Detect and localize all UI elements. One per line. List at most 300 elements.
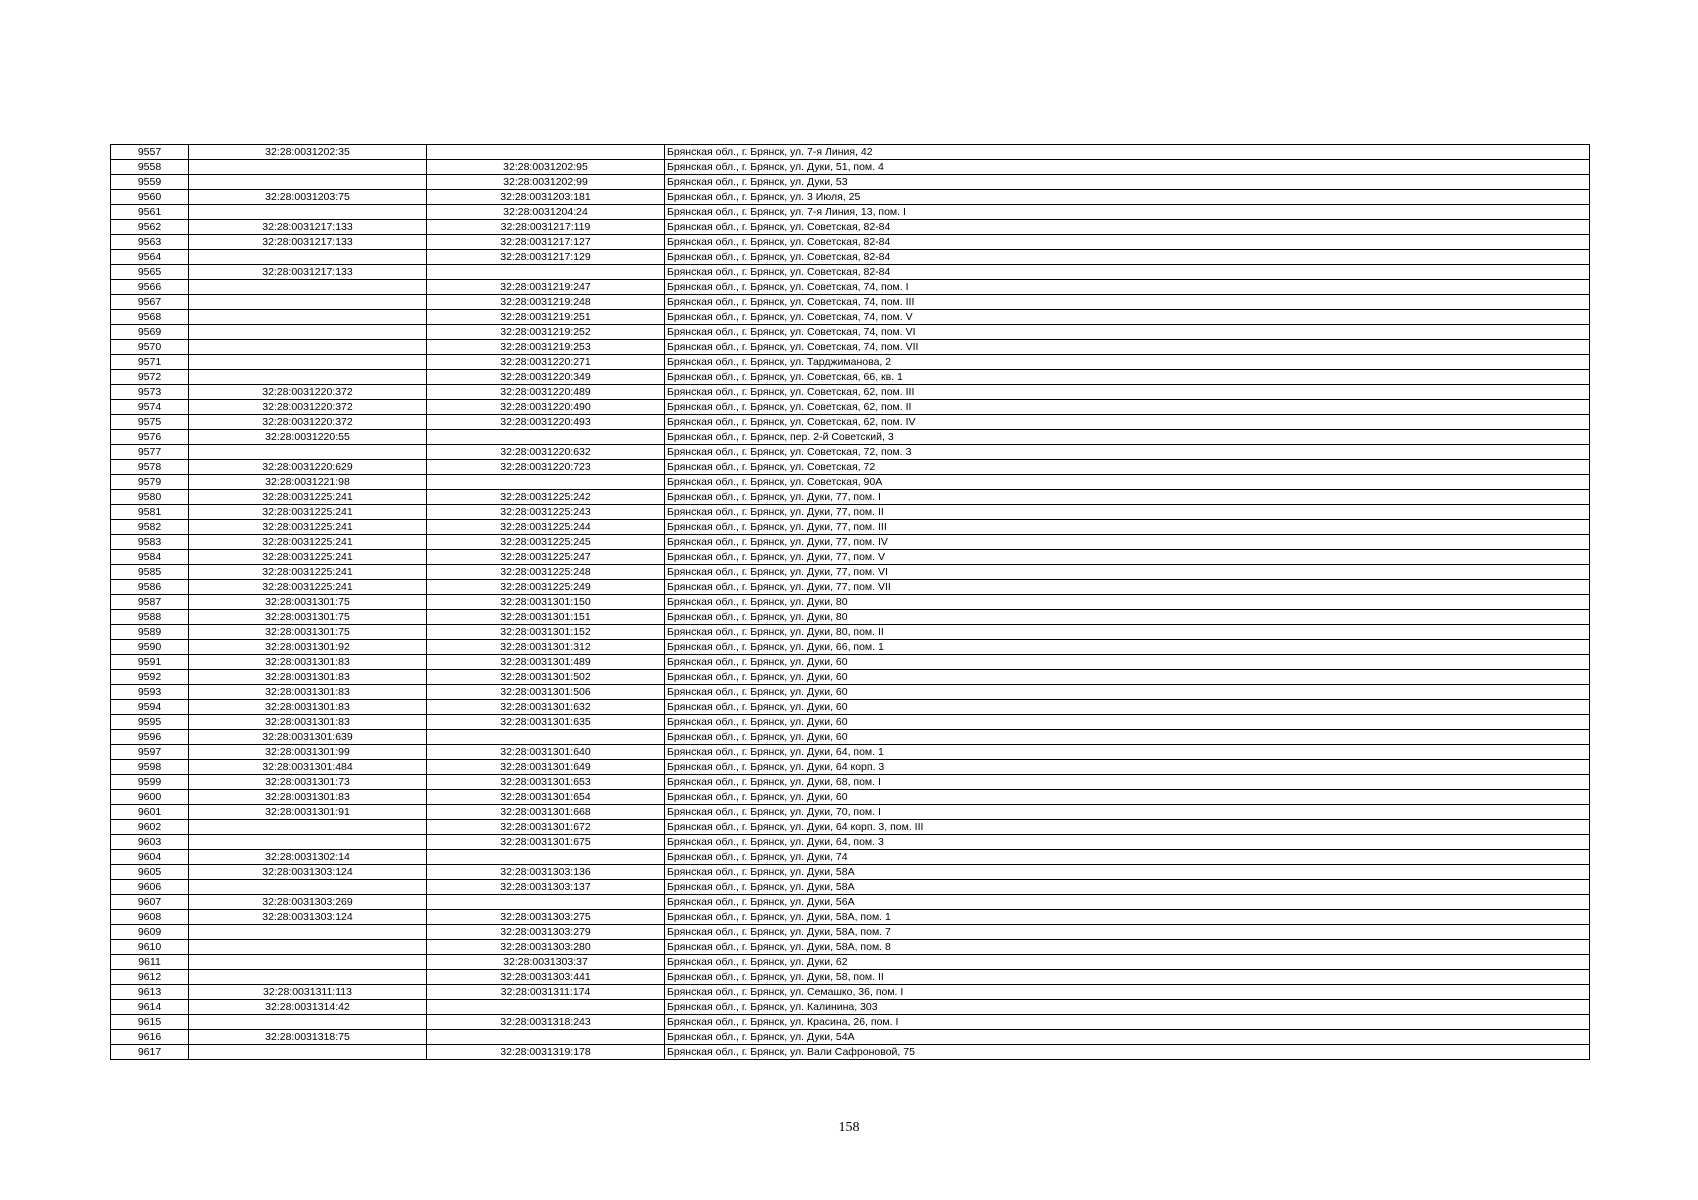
building-cadastral-number-cell: 32:28:0031220:490 bbox=[427, 400, 665, 415]
address-cell: Брянская обл., г. Брянск, ул. Дуки, 60 bbox=[665, 730, 1590, 745]
address-cell: Брянская обл., г. Брянск, ул. Советская, 74, пом. VII bbox=[665, 340, 1590, 355]
address-cell: Брянская обл., г. Брянск, ул. Дуки, 77, пом. II bbox=[665, 505, 1590, 520]
address-cell: Брянская обл., г. Брянск, ул. Дуки, 80 bbox=[665, 595, 1590, 610]
land-cadastral-number-cell bbox=[189, 325, 427, 340]
address-cell: Брянская обл., г. Брянск, ул. Семашко, 36, пом. I bbox=[665, 985, 1590, 1000]
row-number-cell: 9588 bbox=[111, 610, 189, 625]
building-cadastral-number-cell: 32:28:0031301:151 bbox=[427, 610, 665, 625]
table-row bbox=[111, 430, 1590, 445]
table-row bbox=[111, 235, 1590, 250]
address-cell: Брянская обл., г. Брянск, ул. Советская, 90А bbox=[665, 475, 1590, 490]
table-row bbox=[111, 250, 1590, 265]
land-cadastral-number-cell bbox=[189, 175, 427, 190]
table-row bbox=[111, 925, 1590, 940]
table-row bbox=[111, 385, 1590, 400]
table-row bbox=[111, 280, 1590, 295]
table-row bbox=[111, 160, 1590, 175]
address-cell: Брянская обл., г. Брянск, ул. Советская, 72 bbox=[665, 460, 1590, 475]
row-number-cell: 9613 bbox=[111, 985, 189, 1000]
land-cadastral-number-cell bbox=[189, 250, 427, 265]
table-row bbox=[111, 940, 1590, 955]
table-row bbox=[111, 505, 1590, 520]
building-cadastral-number-cell: 32:28:0031225:243 bbox=[427, 505, 665, 520]
table-row bbox=[111, 790, 1590, 805]
row-number-cell: 9572 bbox=[111, 370, 189, 385]
table-row bbox=[111, 760, 1590, 775]
land-cadastral-number-cell: 32:28:0031225:241 bbox=[189, 565, 427, 580]
row-number-cell: 9558 bbox=[111, 160, 189, 175]
building-cadastral-number-cell: 32:28:0031301:489 bbox=[427, 655, 665, 670]
row-number-cell: 9567 bbox=[111, 295, 189, 310]
address-cell: Брянская обл., г. Брянск, ул. Советская, 62, пом. III bbox=[665, 385, 1590, 400]
row-number-cell: 9574 bbox=[111, 400, 189, 415]
land-cadastral-number-cell: 32:28:0031220:629 bbox=[189, 460, 427, 475]
address-cell: Брянская обл., г. Брянск, ул. Дуки, 77, пом. IV bbox=[665, 535, 1590, 550]
building-cadastral-number-cell: 32:28:0031225:247 bbox=[427, 550, 665, 565]
address-cell: Брянская обл., г. Брянск, ул. Дуки, 64 корп. 3, пом. III bbox=[665, 820, 1590, 835]
land-cadastral-number-cell: 32:28:0031225:241 bbox=[189, 505, 427, 520]
building-cadastral-number-cell: 32:28:0031225:248 bbox=[427, 565, 665, 580]
row-number-cell: 9576 bbox=[111, 430, 189, 445]
building-cadastral-number-cell: 32:28:0031303:280 bbox=[427, 940, 665, 955]
row-number-cell: 9596 bbox=[111, 730, 189, 745]
address-cell: Брянская обл., г. Брянск, ул. Дуки, 74 bbox=[665, 850, 1590, 865]
building-cadastral-number-cell: 32:28:0031220:271 bbox=[427, 355, 665, 370]
table-row bbox=[111, 640, 1590, 655]
building-cadastral-number-cell: 32:28:0031202:95 bbox=[427, 160, 665, 175]
land-cadastral-number-cell: 32:28:0031217:133 bbox=[189, 220, 427, 235]
address-cell: Брянская обл., г. Брянск, ул. Советская, 82-84 bbox=[665, 220, 1590, 235]
row-number-cell: 9562 bbox=[111, 220, 189, 235]
table-row bbox=[111, 205, 1590, 220]
address-cell: Брянская обл., г. Брянск, ул. Дуки, 70, пом. I bbox=[665, 805, 1590, 820]
row-number-cell: 9578 bbox=[111, 460, 189, 475]
row-number-cell: 9608 bbox=[111, 910, 189, 925]
land-cadastral-number-cell: 32:28:0031203:75 bbox=[189, 190, 427, 205]
table-row bbox=[111, 265, 1590, 280]
row-number-cell: 9579 bbox=[111, 475, 189, 490]
table-row bbox=[111, 985, 1590, 1000]
land-cadastral-number-cell bbox=[189, 880, 427, 895]
row-number-cell: 9589 bbox=[111, 625, 189, 640]
land-cadastral-number-cell: 32:28:0031225:241 bbox=[189, 535, 427, 550]
land-cadastral-number-cell: 32:28:0031301:73 bbox=[189, 775, 427, 790]
address-cell: Брянская обл., г. Брянск, ул. Советская, 82-84 bbox=[665, 235, 1590, 250]
address-cell: Брянская обл., г. Брянск, ул. Дуки, 51, пом. 4 bbox=[665, 160, 1590, 175]
land-cadastral-number-cell bbox=[189, 1015, 427, 1030]
land-cadastral-number-cell: 32:28:0031302:14 bbox=[189, 850, 427, 865]
row-number-cell: 9591 bbox=[111, 655, 189, 670]
page-number: 158 bbox=[838, 1120, 860, 1135]
table-row bbox=[111, 190, 1590, 205]
building-cadastral-number-cell: 32:28:0031225:244 bbox=[427, 520, 665, 535]
row-number-cell: 9560 bbox=[111, 190, 189, 205]
land-cadastral-number-cell: 32:28:0031301:83 bbox=[189, 685, 427, 700]
table-row bbox=[111, 610, 1590, 625]
land-cadastral-number-cell: 32:28:0031303:269 bbox=[189, 895, 427, 910]
row-number-cell: 9603 bbox=[111, 835, 189, 850]
row-number-cell: 9610 bbox=[111, 940, 189, 955]
land-cadastral-number-cell: 32:28:0031220:372 bbox=[189, 400, 427, 415]
table-row bbox=[111, 595, 1590, 610]
address-cell: Брянская обл., г. Брянск, ул. Дуки, 64, пом. 1 bbox=[665, 745, 1590, 760]
land-cadastral-number-cell bbox=[189, 205, 427, 220]
land-cadastral-number-cell bbox=[189, 370, 427, 385]
land-cadastral-number-cell bbox=[189, 355, 427, 370]
table-row bbox=[111, 700, 1590, 715]
building-cadastral-number-cell: 32:28:0031303:136 bbox=[427, 865, 665, 880]
address-cell: Брянская обл., г. Брянск, ул. Красина, 26, пом. I bbox=[665, 1015, 1590, 1030]
row-number-cell: 9609 bbox=[111, 925, 189, 940]
address-cell: Брянская обл., г. Брянск, ул. Дуки, 58А bbox=[665, 880, 1590, 895]
building-cadastral-number-cell: 32:28:0031301:150 bbox=[427, 595, 665, 610]
address-cell: Брянская обл., г. Брянск, ул. 7-я Линия, 42 bbox=[665, 145, 1590, 160]
building-cadastral-number-cell: 32:28:0031301:640 bbox=[427, 745, 665, 760]
table-row bbox=[111, 970, 1590, 985]
land-cadastral-number-cell: 32:28:0031301:83 bbox=[189, 790, 427, 805]
table-row bbox=[111, 895, 1590, 910]
building-cadastral-number-cell: 32:28:0031301:502 bbox=[427, 670, 665, 685]
row-number-cell: 9601 bbox=[111, 805, 189, 820]
row-number-cell: 9611 bbox=[111, 955, 189, 970]
table-row bbox=[111, 580, 1590, 595]
records-table-body bbox=[111, 145, 1590, 1060]
land-cadastral-number-cell bbox=[189, 820, 427, 835]
address-cell: Брянская обл., г. Брянск, ул. Дуки, 77, пом. VII bbox=[665, 580, 1590, 595]
land-cadastral-number-cell: 32:28:0031220:55 bbox=[189, 430, 427, 445]
land-cadastral-number-cell: 32:28:0031202:35 bbox=[189, 145, 427, 160]
row-number-cell: 9565 bbox=[111, 265, 189, 280]
land-cadastral-number-cell: 32:28:0031301:91 bbox=[189, 805, 427, 820]
land-cadastral-number-cell bbox=[189, 160, 427, 175]
address-cell: Брянская обл., г. Брянск, ул. Дуки, 80 bbox=[665, 610, 1590, 625]
building-cadastral-number-cell: 32:28:0031220:632 bbox=[427, 445, 665, 460]
row-number-cell: 9561 bbox=[111, 205, 189, 220]
row-number-cell: 9606 bbox=[111, 880, 189, 895]
building-cadastral-number-cell: 32:28:0031220:493 bbox=[427, 415, 665, 430]
address-cell: Брянская обл., г. Брянск, ул. Дуки, 60 bbox=[665, 715, 1590, 730]
table-row bbox=[111, 370, 1590, 385]
address-cell: Брянская обл., г. Брянск, ул. Дуки, 77, пом. VI bbox=[665, 565, 1590, 580]
address-cell: Брянская обл., г. Брянск, ул. Советская, 62, пом. IV bbox=[665, 415, 1590, 430]
building-cadastral-number-cell: 32:28:0031202:99 bbox=[427, 175, 665, 190]
building-cadastral-number-cell: 32:28:0031301:649 bbox=[427, 760, 665, 775]
row-number-cell: 9573 bbox=[111, 385, 189, 400]
land-cadastral-number-cell: 32:28:0031221:98 bbox=[189, 475, 427, 490]
table-row bbox=[111, 535, 1590, 550]
address-cell: Брянская обл., г. Брянск, ул. Советская, 62, пом. II bbox=[665, 400, 1590, 415]
building-cadastral-number-cell bbox=[427, 1000, 665, 1015]
land-cadastral-number-cell: 32:28:0031301:99 bbox=[189, 745, 427, 760]
row-number-cell: 9614 bbox=[111, 1000, 189, 1015]
address-cell: Брянская обл., г. Брянск, ул. Дуки, 58А, пом. 1 bbox=[665, 910, 1590, 925]
row-number-cell: 9585 bbox=[111, 565, 189, 580]
building-cadastral-number-cell bbox=[427, 265, 665, 280]
building-cadastral-number-cell: 32:28:0031219:251 bbox=[427, 310, 665, 325]
building-cadastral-number-cell: 32:28:0031225:245 bbox=[427, 535, 665, 550]
address-cell: Брянская обл., г. Брянск, ул. Дуки, 64 корп. 3 bbox=[665, 760, 1590, 775]
row-number-cell: 9586 bbox=[111, 580, 189, 595]
building-cadastral-number-cell: 32:28:0031204:24 bbox=[427, 205, 665, 220]
table-row bbox=[111, 745, 1590, 760]
land-cadastral-number-cell: 32:28:0031311:113 bbox=[189, 985, 427, 1000]
table-row bbox=[111, 220, 1590, 235]
row-number-cell: 9612 bbox=[111, 970, 189, 985]
address-cell: Брянская обл., г. Брянск, ул. Дуки, 77, пом. III bbox=[665, 520, 1590, 535]
row-number-cell: 9599 bbox=[111, 775, 189, 790]
address-cell: Брянская обл., г. Брянск, ул. Советская, 74, пом. V bbox=[665, 310, 1590, 325]
building-cadastral-number-cell: 32:28:0031301:632 bbox=[427, 700, 665, 715]
land-cadastral-number-cell bbox=[189, 280, 427, 295]
land-cadastral-number-cell bbox=[189, 940, 427, 955]
table-row bbox=[111, 775, 1590, 790]
land-cadastral-number-cell: 32:28:0031217:133 bbox=[189, 265, 427, 280]
building-cadastral-number-cell: 32:28:0031301:312 bbox=[427, 640, 665, 655]
building-cadastral-number-cell: 32:28:0031303:279 bbox=[427, 925, 665, 940]
building-cadastral-number-cell: 32:28:0031220:723 bbox=[427, 460, 665, 475]
building-cadastral-number-cell bbox=[427, 895, 665, 910]
address-cell: Брянская обл., г. Брянск, ул. Калинина, 303 bbox=[665, 1000, 1590, 1015]
address-cell: Брянская обл., г. Брянск, ул. Дуки, 58, пом. II bbox=[665, 970, 1590, 985]
address-cell: Брянская обл., г. Брянск, ул. Дуки, 80, пом. II bbox=[665, 625, 1590, 640]
building-cadastral-number-cell bbox=[427, 145, 665, 160]
building-cadastral-number-cell: 32:28:0031219:248 bbox=[427, 295, 665, 310]
table-row bbox=[111, 1045, 1590, 1060]
address-cell: Брянская обл., г. Брянск, ул. Советская, 82-84 bbox=[665, 250, 1590, 265]
table-row bbox=[111, 355, 1590, 370]
table-row bbox=[111, 445, 1590, 460]
land-cadastral-number-cell: 32:28:0031318:75 bbox=[189, 1030, 427, 1045]
address-cell: Брянская обл., г. Брянск, ул. Дуки, 60 bbox=[665, 790, 1590, 805]
row-number-cell: 9563 bbox=[111, 235, 189, 250]
address-cell: Брянская обл., г. Брянск, ул. Дуки, 68, пом. I bbox=[665, 775, 1590, 790]
land-cadastral-number-cell: 32:28:0031303:124 bbox=[189, 865, 427, 880]
row-number-cell: 9581 bbox=[111, 505, 189, 520]
land-cadastral-number-cell: 32:28:0031301:75 bbox=[189, 625, 427, 640]
land-cadastral-number-cell: 32:28:0031301:92 bbox=[189, 640, 427, 655]
address-cell: Брянская обл., г. Брянск, ул. Дуки, 60 bbox=[665, 670, 1590, 685]
building-cadastral-number-cell: 32:28:0031217:119 bbox=[427, 220, 665, 235]
row-number-cell: 9600 bbox=[111, 790, 189, 805]
row-number-cell: 9617 bbox=[111, 1045, 189, 1060]
building-cadastral-number-cell: 32:28:0031301:635 bbox=[427, 715, 665, 730]
land-cadastral-number-cell bbox=[189, 955, 427, 970]
row-number-cell: 9587 bbox=[111, 595, 189, 610]
building-cadastral-number-cell: 32:28:0031301:675 bbox=[427, 835, 665, 850]
land-cadastral-number-cell: 32:28:0031301:83 bbox=[189, 655, 427, 670]
building-cadastral-number-cell: 32:28:0031303:441 bbox=[427, 970, 665, 985]
address-cell: Брянская обл., г. Брянск, ул. Дуки, 58А, пом. 7 bbox=[665, 925, 1590, 940]
land-cadastral-number-cell: 32:28:0031301:639 bbox=[189, 730, 427, 745]
table-row bbox=[111, 490, 1590, 505]
row-number-cell: 9580 bbox=[111, 490, 189, 505]
address-cell: Брянская обл., г. Брянск, ул. Дуки, 58А, пом. 8 bbox=[665, 940, 1590, 955]
land-cadastral-number-cell: 32:28:0031301:83 bbox=[189, 670, 427, 685]
address-cell: Брянская обл., г. Брянск, ул. Советская, 74, пом. VI bbox=[665, 325, 1590, 340]
table-row bbox=[111, 880, 1590, 895]
row-number-cell: 9602 bbox=[111, 820, 189, 835]
table-row bbox=[111, 520, 1590, 535]
address-cell: Брянская обл., г. Брянск, ул. Дуки, 54А bbox=[665, 1030, 1590, 1045]
table-row bbox=[111, 295, 1590, 310]
table-row bbox=[111, 1000, 1590, 1015]
address-cell: Брянская обл., г. Брянск, ул. Советская, 72, пом. 3 bbox=[665, 445, 1590, 460]
address-cell: Брянская обл., г. Брянск, ул. Советская, 74, пом. III bbox=[665, 295, 1590, 310]
row-number-cell: 9616 bbox=[111, 1030, 189, 1045]
building-cadastral-number-cell: 32:28:0031301:506 bbox=[427, 685, 665, 700]
address-cell: Брянская обл., г. Брянск, ул. Вали Сафроновой, 75 bbox=[665, 1045, 1590, 1060]
row-number-cell: 9594 bbox=[111, 700, 189, 715]
land-cadastral-number-cell: 32:28:0031301:83 bbox=[189, 715, 427, 730]
address-cell: Брянская обл., г. Брянск, ул. Советская, 66, кв. 1 bbox=[665, 370, 1590, 385]
table-row bbox=[111, 730, 1590, 745]
address-cell: Брянская обл., г. Брянск, ул. 7-я Линия, 13, пом. I bbox=[665, 205, 1590, 220]
row-number-cell: 9598 bbox=[111, 760, 189, 775]
table-row bbox=[111, 685, 1590, 700]
row-number-cell: 9604 bbox=[111, 850, 189, 865]
address-cell: Брянская обл., г. Брянск, ул. Дуки, 60 bbox=[665, 685, 1590, 700]
land-cadastral-number-cell bbox=[189, 925, 427, 940]
land-cadastral-number-cell bbox=[189, 970, 427, 985]
land-cadastral-number-cell: 32:28:0031220:372 bbox=[189, 385, 427, 400]
table-row bbox=[111, 865, 1590, 880]
table-row bbox=[111, 805, 1590, 820]
row-number-cell: 9564 bbox=[111, 250, 189, 265]
building-cadastral-number-cell: 32:28:0031303:137 bbox=[427, 880, 665, 895]
table-row bbox=[111, 565, 1590, 580]
table-row bbox=[111, 625, 1590, 640]
table-row bbox=[111, 415, 1590, 430]
land-cadastral-number-cell bbox=[189, 340, 427, 355]
row-number-cell: 9569 bbox=[111, 325, 189, 340]
table-row bbox=[111, 475, 1590, 490]
table-row bbox=[111, 655, 1590, 670]
building-cadastral-number-cell: 32:28:0031217:127 bbox=[427, 235, 665, 250]
land-cadastral-number-cell bbox=[189, 445, 427, 460]
address-cell: Брянская обл., г. Брянск, ул. Дуки, 58А bbox=[665, 865, 1590, 880]
row-number-cell: 9593 bbox=[111, 685, 189, 700]
building-cadastral-number-cell: 32:28:0031303:275 bbox=[427, 910, 665, 925]
row-number-cell: 9597 bbox=[111, 745, 189, 760]
building-cadastral-number-cell bbox=[427, 1030, 665, 1045]
land-cadastral-number-cell: 32:28:0031225:241 bbox=[189, 520, 427, 535]
table-row bbox=[111, 175, 1590, 190]
land-cadastral-number-cell: 32:28:0031225:241 bbox=[189, 550, 427, 565]
address-cell: Брянская обл., г. Брянск, ул. Дуки, 53 bbox=[665, 175, 1590, 190]
table-row bbox=[111, 145, 1590, 160]
row-number-cell: 9584 bbox=[111, 550, 189, 565]
table-row bbox=[111, 310, 1590, 325]
table-row bbox=[111, 835, 1590, 850]
address-cell: Брянская обл., г. Брянск, ул. Дуки, 77, пом. I bbox=[665, 490, 1590, 505]
land-cadastral-number-cell: 32:28:0031225:241 bbox=[189, 580, 427, 595]
row-number-cell: 9583 bbox=[111, 535, 189, 550]
row-number-cell: 9590 bbox=[111, 640, 189, 655]
land-cadastral-number-cell: 32:28:0031303:124 bbox=[189, 910, 427, 925]
table-row bbox=[111, 910, 1590, 925]
land-cadastral-number-cell: 32:28:0031301:484 bbox=[189, 760, 427, 775]
table-row bbox=[111, 400, 1590, 415]
address-cell: Брянская обл., г. Брянск, ул. Дуки, 77, пом. V bbox=[665, 550, 1590, 565]
building-cadastral-number-cell: 32:28:0031219:247 bbox=[427, 280, 665, 295]
row-number-cell: 9577 bbox=[111, 445, 189, 460]
address-cell: Брянская обл., г. Брянск, ул. Советская, 74, пом. I bbox=[665, 280, 1590, 295]
building-cadastral-number-cell: 32:28:0031220:349 bbox=[427, 370, 665, 385]
building-cadastral-number-cell bbox=[427, 730, 665, 745]
row-number-cell: 9571 bbox=[111, 355, 189, 370]
address-cell: Брянская обл., г. Брянск, ул. Тарджиманова, 2 bbox=[665, 355, 1590, 370]
table-row bbox=[111, 550, 1590, 565]
table-row bbox=[111, 850, 1590, 865]
building-cadastral-number-cell bbox=[427, 475, 665, 490]
land-cadastral-number-cell bbox=[189, 835, 427, 850]
building-cadastral-number-cell: 32:28:0031319:178 bbox=[427, 1045, 665, 1060]
row-number-cell: 9575 bbox=[111, 415, 189, 430]
table-row bbox=[111, 1030, 1590, 1045]
building-cadastral-number-cell: 32:28:0031311:174 bbox=[427, 985, 665, 1000]
land-cadastral-number-cell: 32:28:0031225:241 bbox=[189, 490, 427, 505]
building-cadastral-number-cell: 32:28:0031303:37 bbox=[427, 955, 665, 970]
land-cadastral-number-cell: 32:28:0031301:83 bbox=[189, 700, 427, 715]
land-cadastral-number-cell: 32:28:0031220:372 bbox=[189, 415, 427, 430]
table-row bbox=[111, 820, 1590, 835]
table-row bbox=[111, 460, 1590, 475]
row-number-cell: 9607 bbox=[111, 895, 189, 910]
address-cell: Брянская обл., г. Брянск, ул. Дуки, 56А bbox=[665, 895, 1590, 910]
table-row bbox=[111, 715, 1590, 730]
row-number-cell: 9605 bbox=[111, 865, 189, 880]
land-cadastral-number-cell: 32:28:0031301:75 bbox=[189, 595, 427, 610]
building-cadastral-number-cell: 32:28:0031301:654 bbox=[427, 790, 665, 805]
table-row bbox=[111, 670, 1590, 685]
row-number-cell: 9582 bbox=[111, 520, 189, 535]
table-row bbox=[111, 340, 1590, 355]
building-cadastral-number-cell: 32:28:0031301:668 bbox=[427, 805, 665, 820]
building-cadastral-number-cell: 32:28:0031318:243 bbox=[427, 1015, 665, 1030]
building-cadastral-number-cell: 32:28:0031203:181 bbox=[427, 190, 665, 205]
row-number-cell: 9595 bbox=[111, 715, 189, 730]
building-cadastral-number-cell: 32:28:0031301:672 bbox=[427, 820, 665, 835]
land-cadastral-number-cell bbox=[189, 310, 427, 325]
address-cell: Брянская обл., г. Брянск, ул. Дуки, 62 bbox=[665, 955, 1590, 970]
table-row bbox=[111, 1015, 1590, 1030]
building-cadastral-number-cell: 32:28:0031219:252 bbox=[427, 325, 665, 340]
row-number-cell: 9568 bbox=[111, 310, 189, 325]
address-cell: Брянская обл., г. Брянск, ул. 3 Июля, 25 bbox=[665, 190, 1590, 205]
land-cadastral-number-cell bbox=[189, 1045, 427, 1060]
address-cell: Брянская обл., г. Брянск, ул. Советская, 82-84 bbox=[665, 265, 1590, 280]
table-row bbox=[111, 955, 1590, 970]
address-cell: Брянская обл., г. Брянск, ул. Дуки, 60 bbox=[665, 700, 1590, 715]
building-cadastral-number-cell: 32:28:0031225:249 bbox=[427, 580, 665, 595]
address-cell: Брянская обл., г. Брянск, ул. Дуки, 64, пом. 3 bbox=[665, 835, 1590, 850]
address-cell: Брянская обл., г. Брянск, пер. 2-й Советский, 3 bbox=[665, 430, 1590, 445]
building-cadastral-number-cell: 32:28:0031219:253 bbox=[427, 340, 665, 355]
address-cell: Брянская обл., г. Брянск, ул. Дуки, 66, пом. 1 bbox=[665, 640, 1590, 655]
records-table bbox=[110, 144, 1590, 1060]
building-cadastral-number-cell: 32:28:0031301:152 bbox=[427, 625, 665, 640]
land-cadastral-number-cell bbox=[189, 295, 427, 310]
table-row bbox=[111, 325, 1590, 340]
row-number-cell: 9592 bbox=[111, 670, 189, 685]
row-number-cell: 9557 bbox=[111, 145, 189, 160]
address-cell: Брянская обл., г. Брянск, ул. Дуки, 60 bbox=[665, 655, 1590, 670]
building-cadastral-number-cell bbox=[427, 850, 665, 865]
row-number-cell: 9615 bbox=[111, 1015, 189, 1030]
building-cadastral-number-cell: 32:28:0031220:489 bbox=[427, 385, 665, 400]
row-number-cell: 9566 bbox=[111, 280, 189, 295]
building-cadastral-number-cell: 32:28:0031217:129 bbox=[427, 250, 665, 265]
